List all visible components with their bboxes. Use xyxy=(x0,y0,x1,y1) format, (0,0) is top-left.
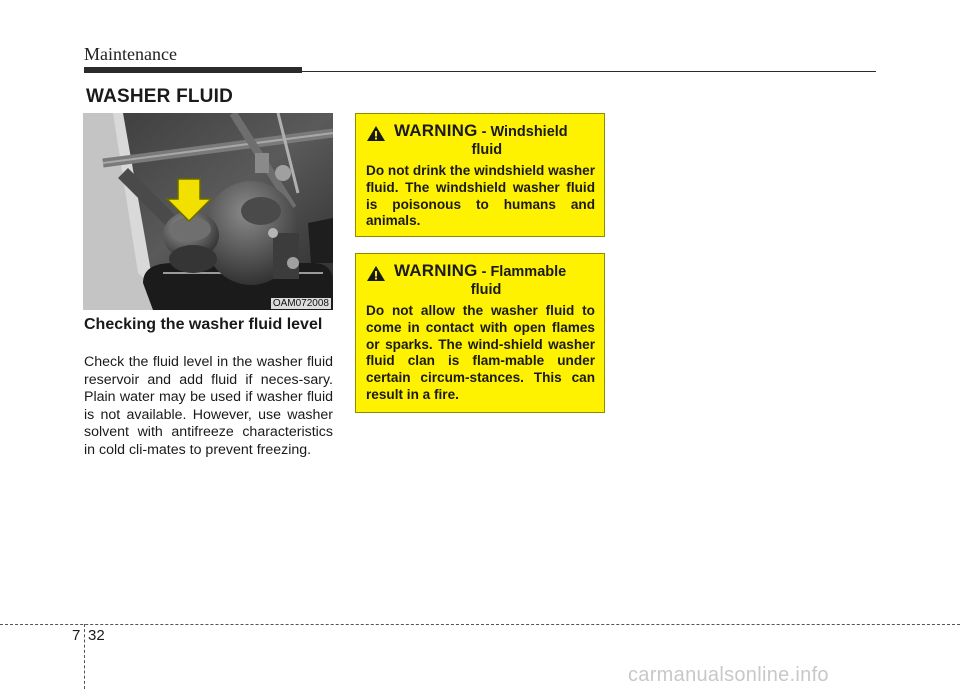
section-heading: WASHER FLUID xyxy=(86,86,234,107)
warning-dash: - xyxy=(477,124,491,140)
warning-topic-line2: fluid xyxy=(470,282,502,298)
engine-photo xyxy=(83,113,333,310)
photo-code: OAM072008 xyxy=(272,298,329,309)
chapter-number: 7 xyxy=(72,627,81,644)
warning-body: Do not allow the washer fluid to come in contact with open flames or sparks. The wind-shield washer fluid clan is flam-mable under certain circum-stances. This can result in a fire. xyxy=(366,303,595,402)
warning-triangle-icon xyxy=(366,125,386,142)
watermark: carmanualsonline.info xyxy=(628,664,829,686)
warning-word: WARNING xyxy=(394,121,478,140)
warning-topic-line1: Flammable xyxy=(490,264,567,280)
warning-box-windshield xyxy=(355,113,605,237)
checking-heading: Checking the washer fluid level xyxy=(84,316,323,333)
warning-box-flammable xyxy=(355,253,605,413)
page-header-title: Maintenance xyxy=(84,44,177,64)
warning-dash: - xyxy=(477,264,491,280)
footer-rule xyxy=(0,624,960,625)
warning-word: WARNING xyxy=(394,261,478,280)
header-rule-thin xyxy=(302,71,876,72)
header-rule-thick xyxy=(84,67,302,73)
footer-divider xyxy=(84,624,85,689)
engine-bay-illustration xyxy=(83,113,333,310)
warning-body: Do not drink the windshield washer fluid. The windshield washer fluid is poisonous to humans and animals. xyxy=(366,163,595,229)
warning-topic-line2: fluid xyxy=(471,142,503,158)
warning-topic-line1: Windshield xyxy=(490,124,568,140)
warning-header xyxy=(366,262,595,299)
warning-header xyxy=(366,122,595,159)
warning-triangle-icon xyxy=(366,265,386,282)
page-number: 32 xyxy=(88,627,105,644)
checking-body: Check the fluid level in the washer fluid reservoir and add fluid if neces-sary. Plain water may be used if washer fluid is not available. However, use washer solvent with antifreeze characteristics in cold cli-mates to prevent freezing. xyxy=(84,354,333,458)
